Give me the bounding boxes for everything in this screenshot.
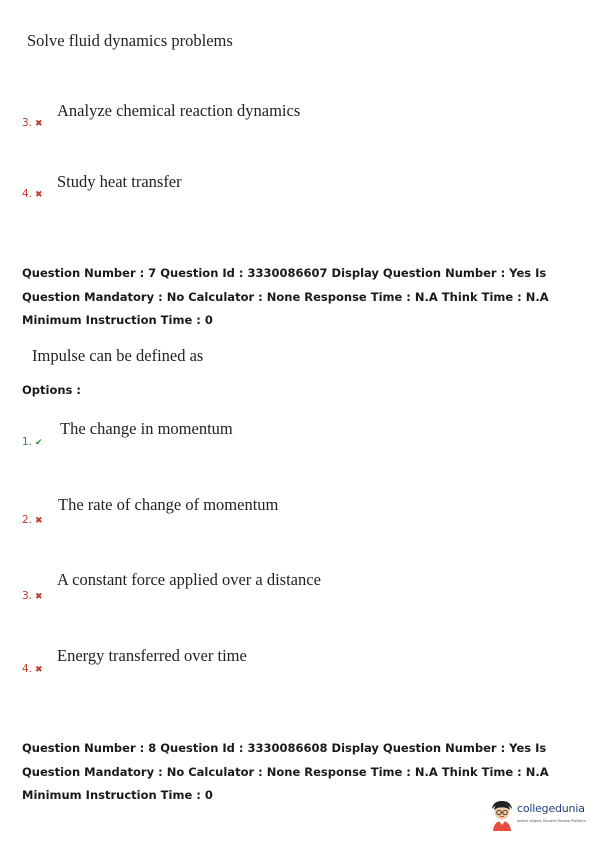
cross-icon: ✖ bbox=[35, 665, 43, 675]
cross-icon: ✖ bbox=[35, 190, 43, 200]
question-7-text: Impulse can be defined as bbox=[32, 346, 204, 365]
q7-option-2-text: The rate of change of momentum bbox=[58, 495, 279, 514]
q7-option-4-text: Energy transferred over time bbox=[57, 646, 247, 665]
question-8-meta: Question Number : 8 Question Id : 3330086608 Display Question Number : Yes Is Question Mandatory : No Calculator : None Response Time : N.A Think Time : N.A Minimum Instruction Time : 0 bbox=[22, 741, 549, 802]
cross-icon: ✖ bbox=[35, 119, 43, 129]
options-label: Options : bbox=[22, 383, 81, 397]
q7-option-4-number: 4. ✖ bbox=[22, 663, 43, 675]
q7-option-2-number: 2. ✖ bbox=[22, 514, 43, 526]
cross-icon: ✖ bbox=[35, 516, 43, 526]
q7-option-3-number: 3. ✖ bbox=[22, 590, 43, 602]
cross-icon: ✖ bbox=[35, 592, 43, 602]
logo-wordmark: collegedunia bbox=[517, 802, 585, 815]
q7-option-1-number: 1. ✔ bbox=[22, 436, 43, 448]
logo-tagline: India's largest Student Review Platform bbox=[517, 819, 586, 823]
option-2-text: Solve fluid dynamics problems bbox=[27, 31, 233, 50]
option-4-number: 4. ✖ bbox=[22, 188, 43, 200]
q7-option-3-text: A constant force applied over a distance bbox=[57, 570, 321, 589]
option-3-number: 3. ✖ bbox=[22, 117, 43, 129]
q7-option-1-text: The change in momentum bbox=[60, 419, 233, 438]
checkmark-icon: ✔ bbox=[35, 438, 43, 448]
option-3-text: Analyze chemical reaction dynamics bbox=[57, 101, 301, 120]
question-7-meta: Question Number : 7 Question Id : 3330086607 Display Question Number : Yes Is Question Mandatory : No Calculator : None Response Time : N.A Think Time : N.A Minimum Instruction Time : 0 bbox=[22, 266, 549, 327]
option-4-text: Study heat transfer bbox=[57, 172, 182, 191]
collegedunia-logo bbox=[487, 798, 589, 834]
student-avatar-icon bbox=[489, 799, 515, 831]
